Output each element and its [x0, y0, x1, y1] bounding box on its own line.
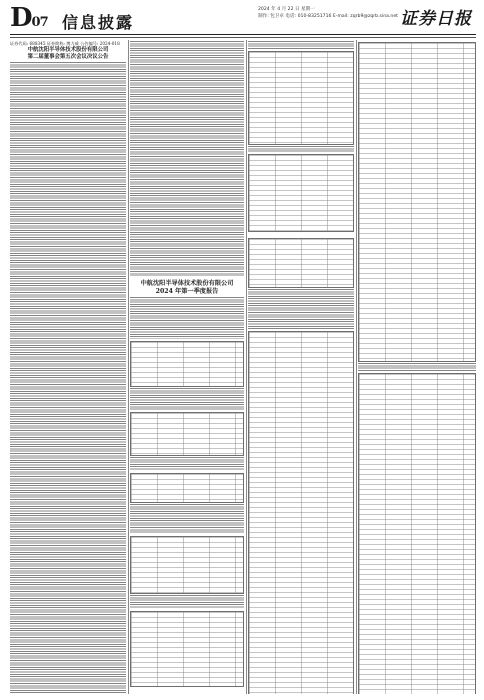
report-body-text — [248, 289, 354, 329]
announcement-code: 证券代码: 688345 证券简称: 博力威 公告编号: 2024-018 — [10, 41, 120, 46]
report-body-text — [130, 504, 244, 534]
page-header — [0, 0, 484, 34]
report-title: 2024 年第一季度报告 — [155, 288, 219, 295]
column-1 — [10, 40, 126, 694]
page-number: D07 — [10, 3, 48, 33]
editor-contact: 制作: 包卫卓 电话: 010-83251716 E-mail: zqrb9@zqrb.sina.net — [258, 14, 398, 19]
report-body-text — [130, 388, 244, 410]
header-rule-thin — [10, 37, 476, 38]
report-body-text — [130, 297, 244, 339]
financial-table — [130, 412, 244, 456]
announcement-body-text — [130, 41, 244, 276]
shareholder-table — [248, 154, 354, 232]
financial-table — [130, 536, 244, 594]
report-company: 中航沈阳半导体技术股份有限公司 — [140, 280, 234, 287]
income-statement-table — [358, 42, 476, 362]
issue-meta — [258, 6, 398, 20]
shareholder-table — [248, 51, 354, 145]
column-divider — [128, 40, 129, 694]
report-body-text — [248, 41, 354, 49]
column-divider — [356, 40, 357, 694]
newspaper-logo: 证券日报 — [400, 9, 472, 29]
report-body-text — [248, 146, 354, 152]
balance-sheet-table — [248, 331, 354, 694]
report-body-text — [130, 595, 244, 609]
section-title: 信息披露 — [62, 13, 135, 32]
financial-table — [130, 611, 244, 687]
announcement-company: 中航沈阳半导体技术股份有限公司 — [27, 47, 109, 53]
financial-table — [130, 341, 244, 387]
announcement-body-text — [10, 62, 126, 694]
report-body-text — [358, 363, 476, 371]
column-2 — [130, 40, 244, 694]
column-3 — [248, 40, 354, 694]
cash-flow-table — [358, 373, 476, 694]
column-divider — [246, 40, 247, 694]
report-body-text — [130, 457, 244, 471]
announcement-heading: 第二届董事会第五次会议决议公告 — [27, 54, 109, 60]
issue-date: 2024 年 4 月 22 日 星期一 — [258, 7, 315, 12]
header-rule — [10, 34, 476, 35]
column-4 — [358, 40, 476, 694]
financial-table — [130, 473, 244, 503]
shareholder-table — [248, 238, 354, 288]
